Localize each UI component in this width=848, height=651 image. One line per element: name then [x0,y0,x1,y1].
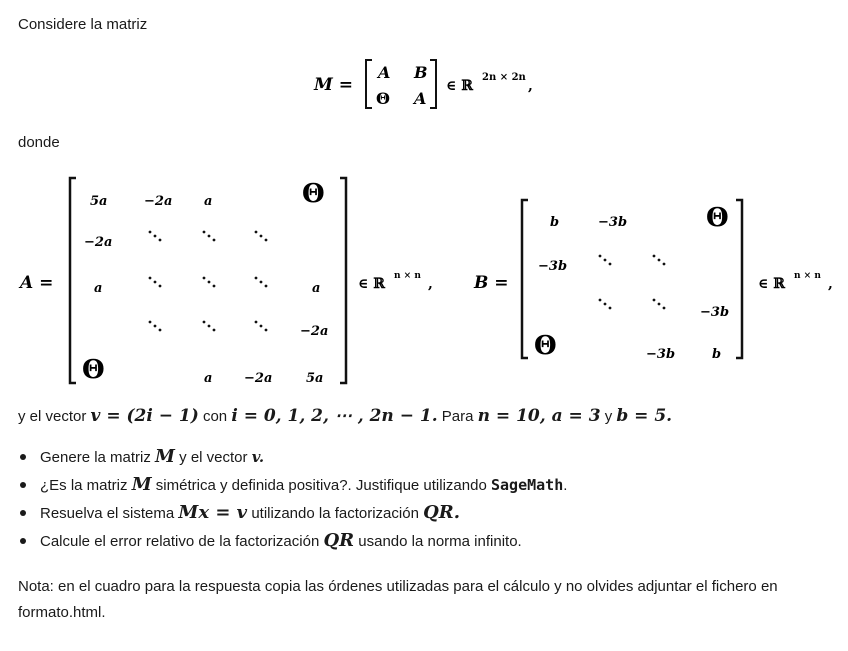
a-right-bracket [340,178,346,383]
task-math: v. [251,448,265,466]
a-theta-top: Θ [302,179,325,209]
a-r3c5: a [312,281,321,296]
task-text: . [563,477,568,494]
a-theta-bottom: Θ [82,355,105,385]
vector-i-range: i = 0, 1, 2, ⋯ , 2n − 1. [231,406,438,426]
task-item [14,443,567,471]
task-math: M [155,446,175,467]
task-item [14,471,567,499]
b-r4c3: −3b [646,347,676,362]
b-r1c1: b [550,215,560,230]
task-text: usando la norma infinito. [358,533,522,550]
task-list [14,443,567,555]
vector-b-val: b = 5. [616,406,673,426]
b-lhs: B = [474,273,509,293]
task-text: simétrica y definida positiva?. Justifique utilizando [155,477,487,494]
a-r1c2: −2a [144,194,173,209]
b-theta-bottom: Θ [534,331,557,361]
vector-con: con [202,408,228,425]
m-entry-21: Θ [376,89,390,108]
bullet-icon [20,454,26,460]
a-r4c5: −2a [300,324,329,339]
b-r3c4: −3b [700,305,730,320]
a-diagonal-dots [149,231,268,332]
bullet-icon [20,482,26,488]
a-r3c1: a [94,281,103,296]
a-r2c1: −2a [84,235,113,250]
task-math: QR [323,530,355,551]
a-in-space: ∈ ℝ [358,276,385,292]
b-theta-top: Θ [706,203,729,233]
b-right-bracket [736,200,742,358]
b-in-space: ∈ ℝ [758,276,785,292]
task-code: SageMath [490,476,564,494]
a-r1c3: a [204,194,213,209]
m-lhs: M = [314,75,353,95]
vector-para: Para [441,408,474,425]
m-trailing-comma: , [528,78,533,94]
a-r5c3: a [204,371,213,386]
vector-line [18,406,672,426]
task-item [14,499,567,527]
task-text: Genere la matriz [40,449,151,466]
b-superscript: n × n [794,271,821,281]
b-left-bracket [522,200,528,358]
task-text: utilizando la factorización [251,505,419,522]
m-superscript: 2n × 2n [482,72,526,83]
task-math: Mx = v [178,502,248,523]
m-entry-12: B [414,63,428,82]
bullet-icon [20,538,26,544]
a-left-bracket [70,178,76,383]
task-text: Resuelva el sistema [40,505,175,522]
b-r4c4: b [712,347,722,362]
a-superscript: n × n [394,271,421,281]
bullet-icon [20,510,26,516]
m-right-bracket [430,60,436,108]
vector-n-val: n = 10, a = 3 [477,406,601,426]
where-text: donde [18,134,60,151]
b-trailing-comma: , [828,276,833,292]
vector-pre: y el vector [18,408,87,425]
task-item [14,527,567,555]
a-r5c4: −2a [244,371,273,386]
task-text: ¿Es la matriz [40,477,128,494]
a-trailing-comma: , [428,276,433,292]
a-r5c5: 5a [306,371,324,386]
task-math: M [131,474,152,495]
a-lhs: A = [20,273,54,293]
m-entry-11: A [378,63,391,82]
vector-y: y [604,408,613,425]
task-text: Calcule el error relativo de la factorización [40,533,320,550]
task-math: QR. [423,502,460,523]
m-left-bracket [366,60,372,108]
m-in-space: ∈ ℝ [446,78,473,94]
b-r2c1: −3b [538,259,568,274]
vector-def: v = (2i − 1) [90,406,199,426]
b-r1c2: −3b [598,215,628,230]
intro-text: Considere la matriz [18,16,148,33]
task-text: y el vector [179,449,248,466]
note-text: Nota: en el cuadro para la respuesta copia las órdenes utilizadas para el cálculo y no olvides adjuntar el fichero en formato.html. [18,578,778,621]
a-r1c1: 5a [90,194,108,209]
m-entry-22: A [414,89,427,108]
b-diagonal-dots [599,255,666,310]
